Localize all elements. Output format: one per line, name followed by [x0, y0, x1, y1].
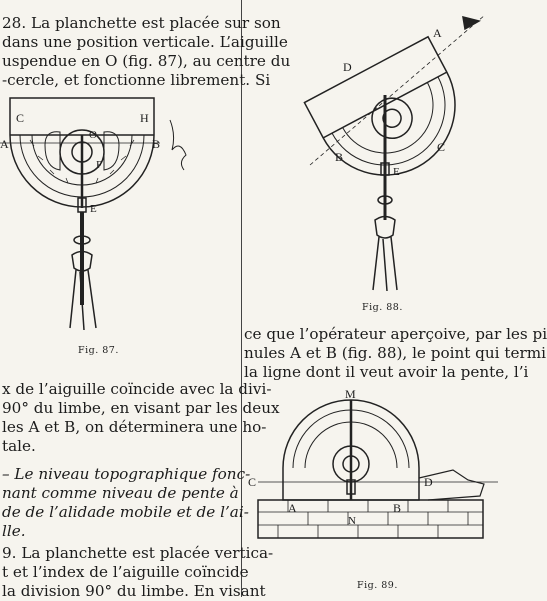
fig88-label-b: B: [335, 150, 344, 164]
para-mid-line-1: x de l’aiguille coïncide avec la divi-: [2, 380, 272, 398]
para-italic-line-1: – Le niveau topographique fonc-: [2, 465, 251, 483]
para-bottom-line-1: 9. La planchette est placée vertica-: [2, 544, 274, 562]
para-top-line-2: dans une position verticale. L’aiguille: [2, 33, 288, 51]
fig87-label-a: A: [0, 137, 9, 151]
para-top-line-3: uspendue en O (fig. 87), au centre du: [2, 52, 291, 70]
para-mid-line-3: les A et B, on déterminera une ho-: [2, 418, 267, 436]
fig89-label-b: B: [393, 501, 402, 515]
fig87-caption: Fig. 87.: [78, 345, 119, 356]
fig89-label-c: C: [248, 475, 257, 489]
para-italic-line-3: de de l’alidade mobile et de l’ai-: [2, 503, 249, 521]
fig89-label-d: D: [424, 475, 433, 489]
fig87-label-c: C: [16, 111, 25, 125]
fig88-label-e: E: [393, 166, 400, 178]
para-bottom-line-3: la division 90° du limbe. En visant: [2, 582, 266, 600]
figure-88: [315, 15, 495, 295]
fig88-caption: Fig. 88.: [362, 302, 403, 313]
fig89-label-m: M: [345, 387, 356, 401]
para-top-line-4: -cercle, et fonctionne librement. Si: [2, 71, 271, 89]
right-para-line-1: ce que l’opérateur aperçoive, par les pi: [244, 325, 547, 343]
para-italic-line-2: nant comme niveau de pente à: [2, 484, 239, 502]
para-mid-line-4: tale.: [2, 437, 36, 455]
fig88-label-c: C: [437, 140, 446, 154]
right-para-line-3: la ligne dont il veut avoir la pente, l’i: [244, 363, 529, 381]
fig89-label-n: N: [348, 515, 356, 527]
fig89-caption: Fig. 89.: [357, 580, 398, 591]
figure-87: [0, 90, 240, 335]
right-para-line-2: nules A et B (fig. 88), le point qui termi: [244, 344, 546, 362]
fig87-label-h: H: [140, 111, 149, 125]
para-mid-line-2: 90° du limbe, en visant par les deux: [2, 399, 280, 417]
figure-89: [248, 388, 498, 573]
fig87-label-e: E: [90, 203, 97, 215]
fig88-label-d: D: [343, 60, 352, 74]
fig88-label-a: A: [433, 26, 442, 40]
fig87-label-b: B: [152, 137, 161, 151]
para-italic-line-4: lle.: [2, 522, 26, 540]
para-bottom-line-2: t et l’index de l’aiguille coïncide: [2, 563, 249, 581]
fig87-label-o: O: [89, 129, 97, 141]
para-top-line-1: 28. La planchette est placée sur son: [2, 14, 281, 32]
fig87-label-f: F: [96, 159, 103, 171]
fig89-label-a: A: [288, 501, 297, 515]
